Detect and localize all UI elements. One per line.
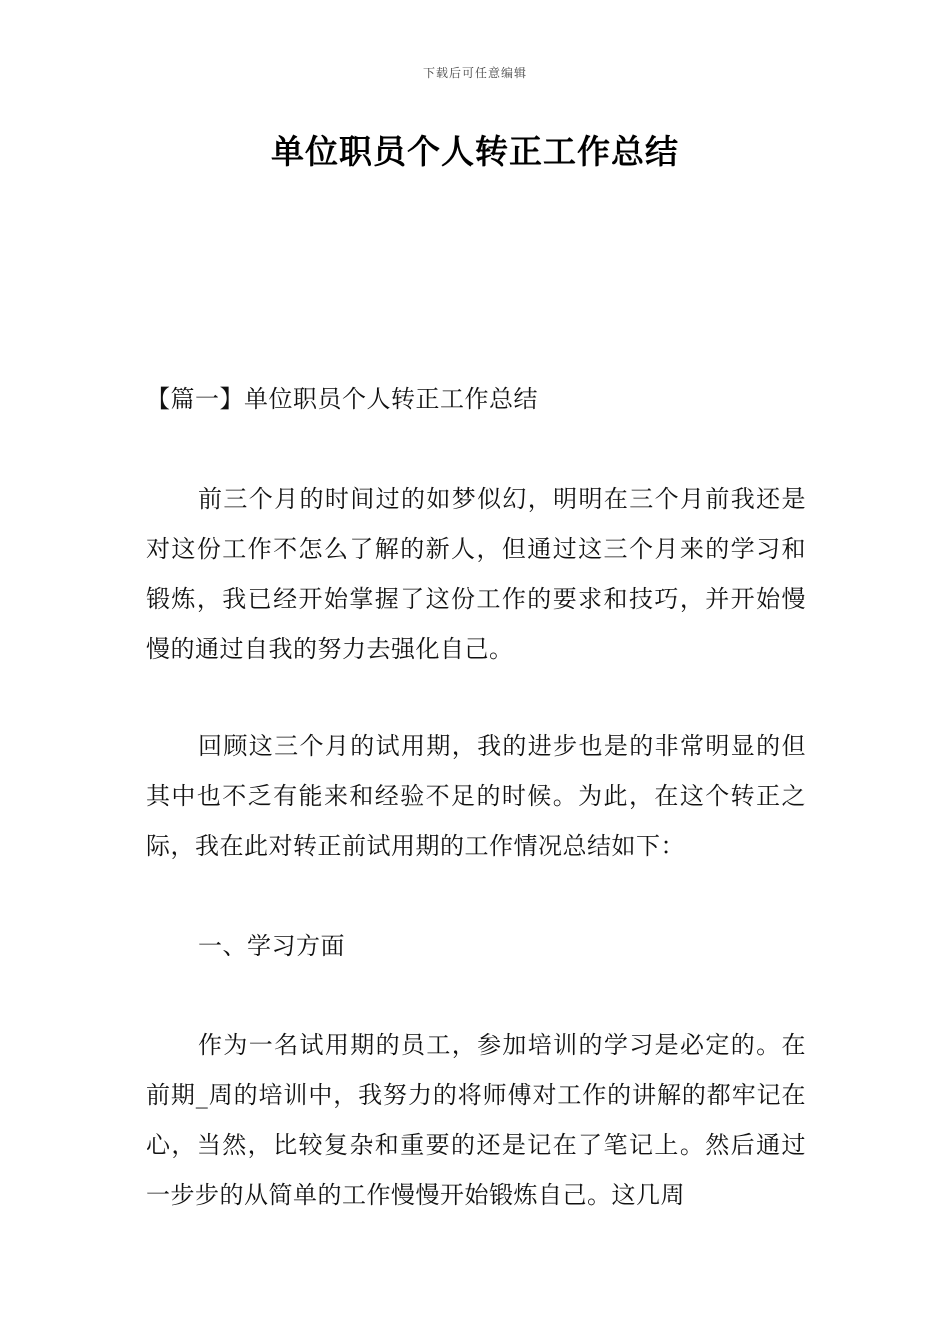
paragraph-intro: 前三个月的时间过的如梦似幻，明明在三个月前我还是对这份工作不怎么了解的新人，但通过这三个月来的学习和锻炼，我已经开始掌握了这份工作的要求和技巧，并开始慢慢的通过自我的努力去强化自己。 <box>146 485 806 663</box>
paragraph-review: 回顾这三个月的试用期，我的进步也是的非常明显的但其中也不乏有能来和经验不足的时候。为此，在这个转正之际，我在此对转正前试用期的工作情况总结如下： <box>146 732 806 860</box>
section-heading-study: 一、学习方面 <box>198 932 345 960</box>
document-title: 单位职员个人转正工作总结 <box>271 132 679 171</box>
paragraph-study: 作为一名试用期的员工，参加培训的学习是必定的。在前期_周的培训中，我努力的将师傅对工作的讲解的都牢记在心，当然，比较复杂和重要的还是记在了笔记上。然后通过一步步的从简单的工作慢慢开始锻炼自己。这几周 <box>146 1031 806 1209</box>
header-note: 下载后可任意编辑 <box>422 66 527 80</box>
section-label: 【篇一】单位职员个人转正工作总结 <box>146 385 538 413</box>
